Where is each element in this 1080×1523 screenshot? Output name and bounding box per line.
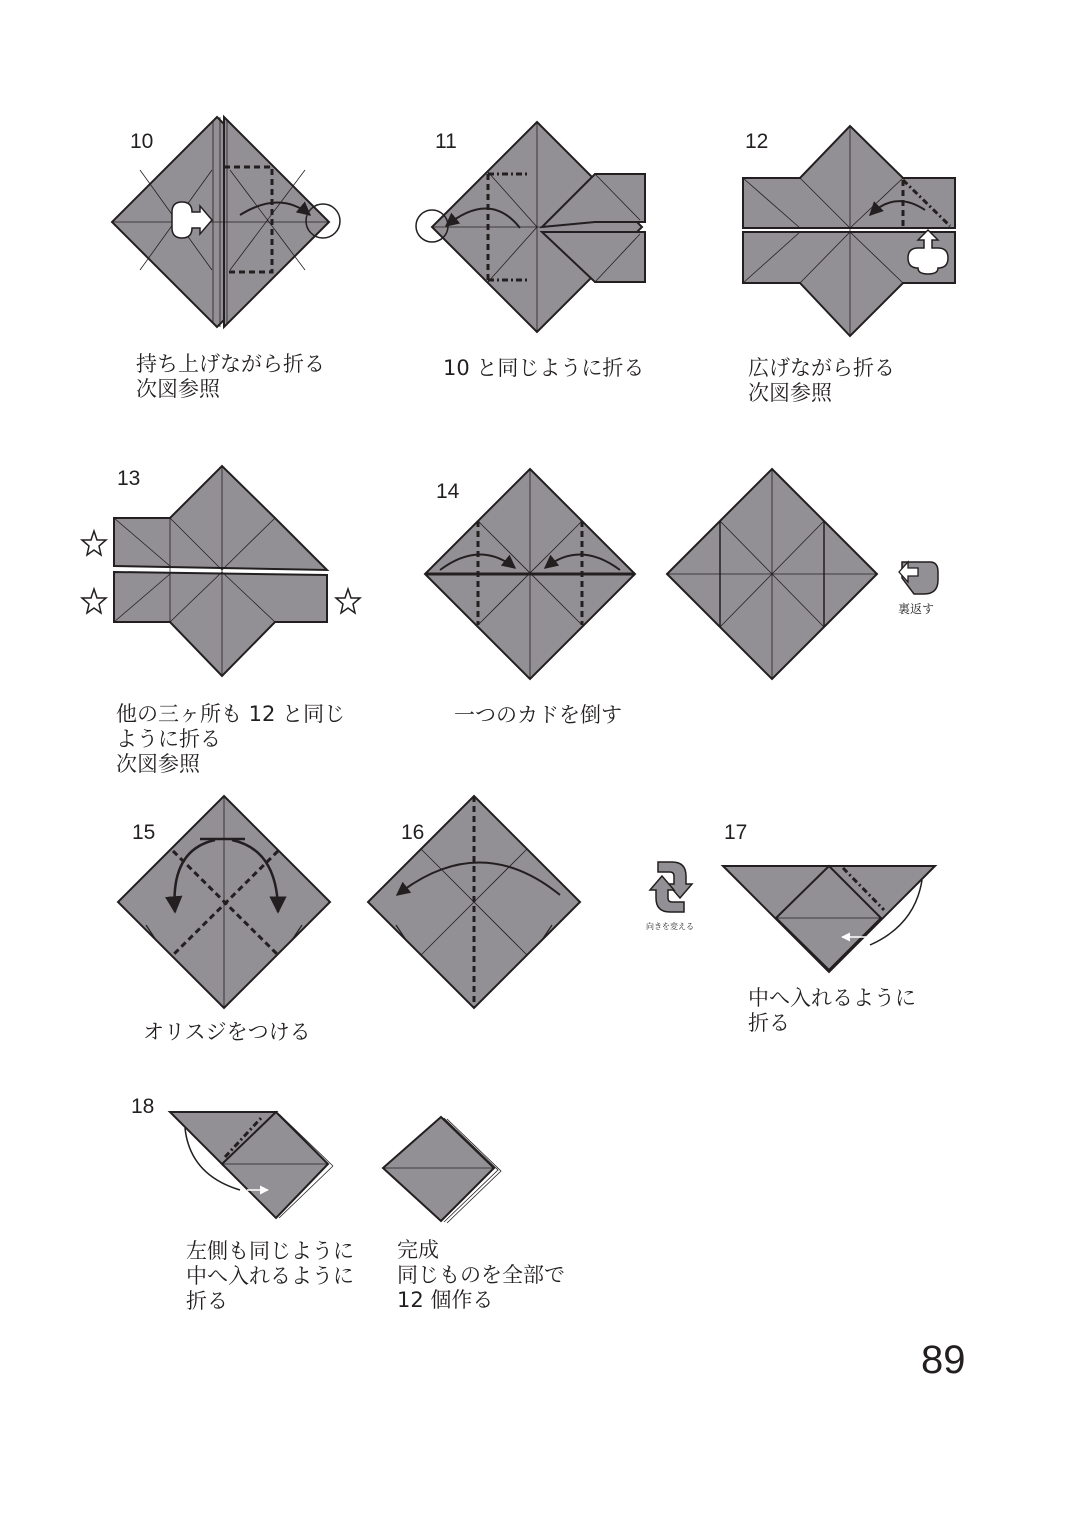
- step-18-figure: [170, 1112, 333, 1218]
- step-12-figure: [743, 126, 955, 336]
- step-10-caption: 持ち上げながら折る 次図参照: [136, 352, 325, 401]
- step-number-16: 16: [401, 821, 425, 844]
- step-16-figure: [368, 796, 580, 1008]
- step-number-18: 18: [131, 1095, 155, 1118]
- step-13-caption: 他の三ヶ所も 12 と同じ ように折る 次図参照: [116, 702, 346, 776]
- rotate-label: 向きを変える: [646, 922, 694, 931]
- step-17-figure: [723, 866, 935, 972]
- step-number-12: 12: [745, 130, 769, 153]
- step-17-caption: 中へ入れるように 折る: [748, 986, 916, 1035]
- step-12-caption: 広げながら折る 次図参照: [748, 356, 895, 405]
- step-number-13: 13: [117, 467, 141, 490]
- step-11-caption: 10 と同じように折る: [443, 356, 645, 380]
- turn-over-label: 裏返す: [898, 602, 935, 616]
- step-number-17: 17: [724, 821, 748, 844]
- page-number: 89: [921, 1338, 966, 1382]
- step-number-10: 10: [130, 130, 154, 153]
- step-number-11: 11: [435, 130, 457, 153]
- step-18-caption: 左側も同じように 中へ入れるように 折る: [186, 1239, 354, 1313]
- step-number-15: 15: [132, 821, 156, 844]
- completed-unit-figure: [383, 1117, 501, 1223]
- step-15-caption: オリスジをつける: [143, 1020, 311, 1044]
- step-number-14: 14: [436, 480, 460, 503]
- step-14-result-figure: [667, 469, 938, 679]
- step-14-caption: 一つのカドを倒す: [454, 703, 622, 727]
- rotate-icon: [650, 862, 692, 912]
- step-13-figure: [82, 466, 360, 676]
- completed-caption: 完成 同じものを全部で 12 個作る: [397, 1238, 565, 1312]
